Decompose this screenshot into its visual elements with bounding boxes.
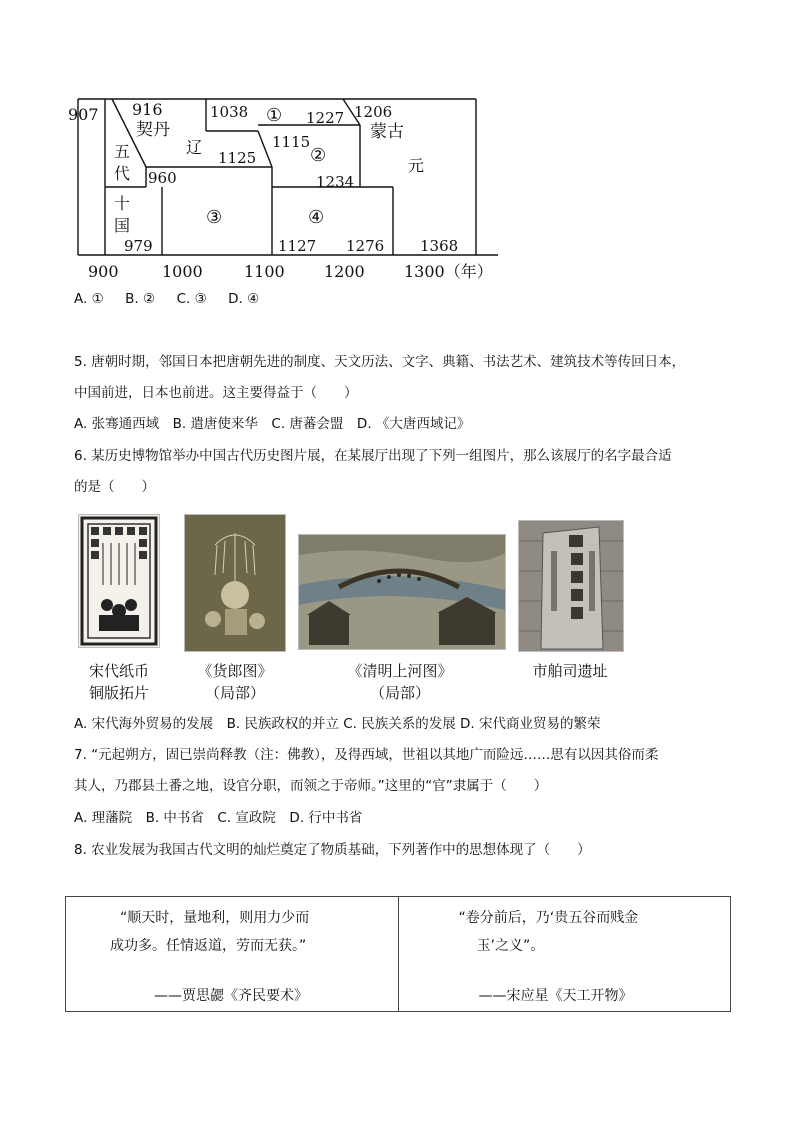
year-1368-label: 1368 bbox=[420, 237, 459, 255]
axis-tick-1200: 1200 bbox=[324, 262, 365, 281]
quote-right-line1: “卷分前后，乃‘贵五谷而贱金 bbox=[458, 910, 639, 926]
q4-option-b[interactable]: B. ② bbox=[125, 291, 156, 307]
q5-options[interactable]: A. 张骞通西域 B. 遣唐使来华 C. 唐蕃会盟 D. 《大唐西域记》 bbox=[74, 416, 471, 432]
q6-stem-line1: 6. 某历史博物馆举办中国古代历史图片展，在某展厅出现了下列一组图片，那么该展厅的名字最合适 bbox=[74, 448, 672, 464]
year-1125-label: 1125 bbox=[218, 149, 257, 167]
year-1127-label: 1127 bbox=[278, 237, 317, 255]
quote-left-source: ——贾思勰《齐民要术》 bbox=[154, 988, 308, 1004]
year-1206-label: 1206 bbox=[354, 103, 393, 121]
axis-tick-1100: 1100 bbox=[244, 262, 285, 281]
axis-tick-1000: 1000 bbox=[162, 262, 203, 281]
q6-options[interactable]: A. 宋代海外贸易的发展 B. 民族政权的并立 C. 民族关系的发展 D. 宋代商业贸易的繁荣 bbox=[74, 716, 601, 732]
q7-options[interactable]: A. 理藩院 B. 中书省 C. 宣政院 D. 行中书省 bbox=[74, 810, 363, 826]
q7-stem-line2: 其人，乃郡县土番之地，设官分职，而领之于帝师。”这里的“官”隶属于（ ） bbox=[74, 778, 548, 794]
year-1038-label: 1038 bbox=[210, 103, 249, 121]
khitan-label: 契丹 bbox=[136, 120, 170, 140]
year-907-label: 907 bbox=[68, 105, 99, 124]
q5-stem-line1: 5. 唐朝时期，邻国日本把唐朝先进的制度、天文历法、文字、典籍、书法艺术、建筑技术等传回日本， bbox=[74, 354, 686, 370]
q4-option-d[interactable]: D. ④ bbox=[228, 291, 260, 307]
year-960-label: 960 bbox=[148, 169, 177, 187]
q4-option-c[interactable]: C. ③ bbox=[176, 291, 207, 307]
caption-huolang: 《货郎图》 （局部） bbox=[197, 662, 273, 702]
year-1276-label: 1276 bbox=[346, 237, 385, 255]
caption-qingming: 《清明上河图》 （局部） bbox=[347, 662, 453, 702]
dynasty-timeline-diagram bbox=[68, 95, 498, 285]
q8-quote-table bbox=[65, 896, 731, 1012]
quote-right-source: ——宋应星《天工开物》 bbox=[478, 988, 633, 1004]
axis-tick-1300-year: 1300（年） bbox=[404, 262, 493, 281]
year-916-label: 916 bbox=[132, 100, 163, 119]
q4-option-a[interactable]: A. ① bbox=[74, 291, 104, 307]
quote-qimin-yaoshu bbox=[66, 897, 398, 1011]
liao-label: 辽 bbox=[186, 138, 203, 157]
qingming-riverside-image bbox=[298, 534, 506, 650]
shibosi-site-image bbox=[518, 520, 624, 652]
quote-tiangong-kaiwu bbox=[398, 897, 731, 1011]
q7-stem-line1: 7. “元起朔方，固已崇尚释教（注：佛教），及得西域，世祖以其地广而险远……思有以因其俗而柔 bbox=[74, 747, 659, 763]
regime-3-label: ③ bbox=[206, 207, 223, 228]
regime-4-label: ④ bbox=[308, 207, 325, 228]
year-1234-label: 1234 bbox=[316, 173, 355, 191]
huolang-painting-image bbox=[184, 514, 286, 652]
shiguo-label-1: 十 bbox=[114, 194, 131, 213]
wudai-label-2: 代 bbox=[114, 164, 131, 183]
song-paper-money-image bbox=[78, 514, 160, 648]
quote-left-line1: “顺天时，量地利，则用力少而 bbox=[120, 910, 310, 926]
q6-stem-line2: 的是（ ） bbox=[74, 479, 155, 495]
quote-right-line2: 玉’之义”。 bbox=[476, 938, 545, 954]
axis-tick-900: 900 bbox=[88, 262, 119, 281]
caption-paper-money: 宋代纸币 铜版拓片 bbox=[88, 662, 149, 702]
q5-stem-line2: 中国前进，日本也前进。这主要得益于（ ） bbox=[74, 385, 358, 401]
year-1227-label: 1227 bbox=[306, 109, 345, 127]
caption-shibosi: 市舶司遗址 bbox=[532, 662, 608, 680]
shiguo-label-2: 国 bbox=[114, 216, 131, 235]
year-1115-label: 1115 bbox=[272, 133, 311, 151]
q8-stem: 8. 农业发展为我国古代文明的灿烂奠定了物质基础，下列著作中的思想体现了（ ） bbox=[74, 842, 591, 858]
q4-options bbox=[74, 289, 259, 309]
regime-1-label: ① bbox=[266, 105, 283, 126]
mongol-label: 蒙古 bbox=[370, 122, 404, 142]
regime-2-label: ② bbox=[310, 145, 327, 166]
quote-left-line2: 成功多。任情返道，劳而无获。” bbox=[110, 938, 307, 954]
year-979-label: 979 bbox=[124, 237, 153, 255]
wudai-label-1: 五 bbox=[114, 142, 131, 161]
yuan-label: 元 bbox=[408, 156, 425, 175]
